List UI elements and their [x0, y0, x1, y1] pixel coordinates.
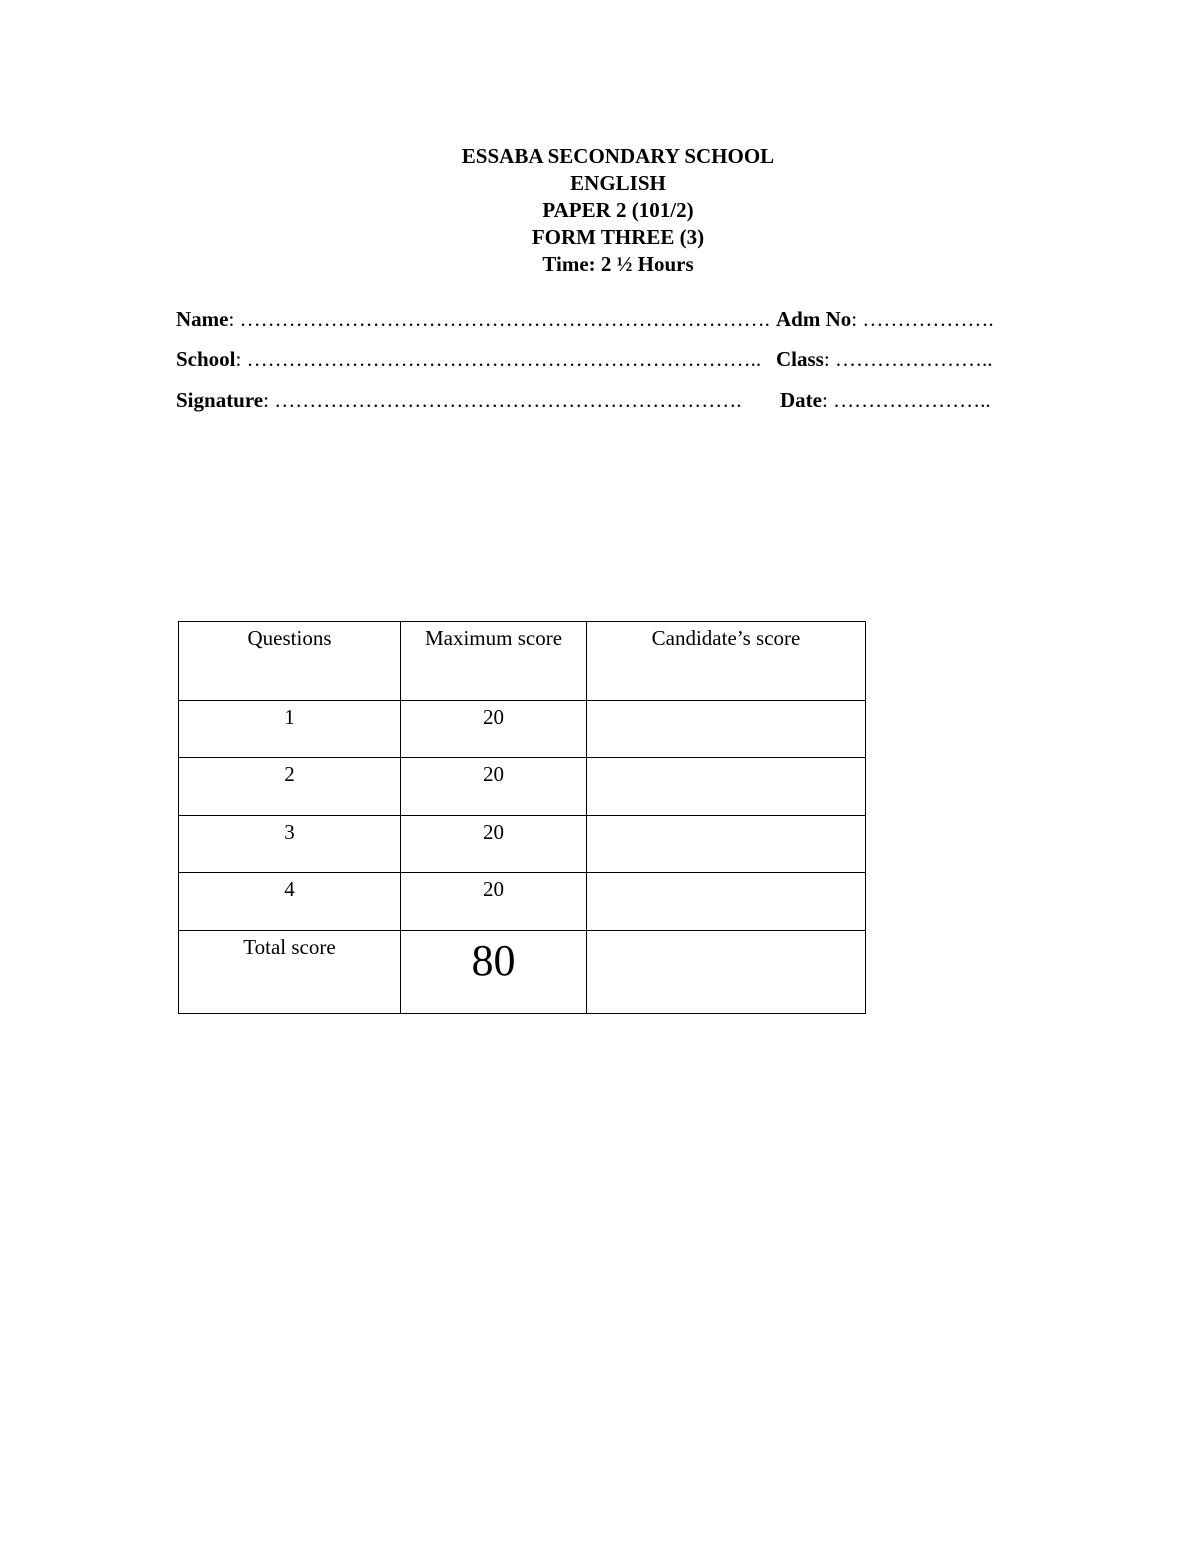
- question-number: 4: [179, 873, 401, 931]
- school-label: School: [176, 347, 236, 371]
- total-maximum-score: 80: [401, 931, 587, 1014]
- date-field[interactable]: : …………………..: [821, 388, 991, 412]
- signature-field[interactable]: : ………………………………………………………….: [263, 388, 742, 412]
- school-field[interactable]: : ………………………………………………………………..: [235, 347, 762, 371]
- question-number: 3: [179, 816, 401, 873]
- table-row: [179, 873, 866, 931]
- total-row: [179, 931, 866, 1014]
- name-label: Name: [176, 307, 229, 331]
- header-maximum-score: Maximum score: [401, 622, 587, 701]
- exam-header: [0, 143, 1200, 278]
- header-questions: Questions: [179, 622, 401, 701]
- adm-no-field[interactable]: : ……………….: [851, 307, 994, 331]
- signature-row: [176, 387, 991, 413]
- header-candidate-score: Candidate’s score: [587, 622, 866, 701]
- maximum-score: 20: [401, 816, 587, 873]
- paper-code: PAPER 2 (101/2): [542, 198, 694, 222]
- subject-title: ENGLISH: [570, 171, 666, 195]
- table-header-row: [179, 622, 866, 701]
- class-field[interactable]: : …………………..: [823, 347, 993, 371]
- total-score-label: Total score: [179, 931, 401, 1014]
- adm-no-label: Adm No: [776, 307, 852, 331]
- name-field[interactable]: : ………………………………………………………………….: [228, 307, 770, 331]
- candidate-score-cell[interactable]: [587, 873, 866, 931]
- table-row: [179, 758, 866, 816]
- candidate-score-cell[interactable]: [587, 758, 866, 816]
- school-name: ESSABA SECONDARY SCHOOL: [461, 144, 775, 168]
- question-number: 1: [179, 701, 401, 758]
- table-row: [179, 816, 866, 873]
- score-table: [178, 621, 866, 1014]
- signature-label: Signature: [176, 388, 264, 412]
- table-row: [179, 701, 866, 758]
- date-label: Date: [780, 388, 822, 412]
- question-number: 2: [179, 758, 401, 816]
- school-row: [176, 346, 993, 372]
- form-level: FORM THREE (3): [531, 225, 705, 249]
- candidate-score-cell[interactable]: [587, 701, 866, 758]
- time-allowed: Time: 2 ½ Hours: [542, 252, 694, 276]
- maximum-score: 20: [401, 701, 587, 758]
- maximum-score: 20: [401, 873, 587, 931]
- candidate-score-cell[interactable]: [587, 816, 866, 873]
- class-label: Class: [776, 347, 824, 371]
- total-candidate-score-cell[interactable]: [587, 931, 866, 1014]
- name-row: [176, 306, 994, 332]
- maximum-score: 20: [401, 758, 587, 816]
